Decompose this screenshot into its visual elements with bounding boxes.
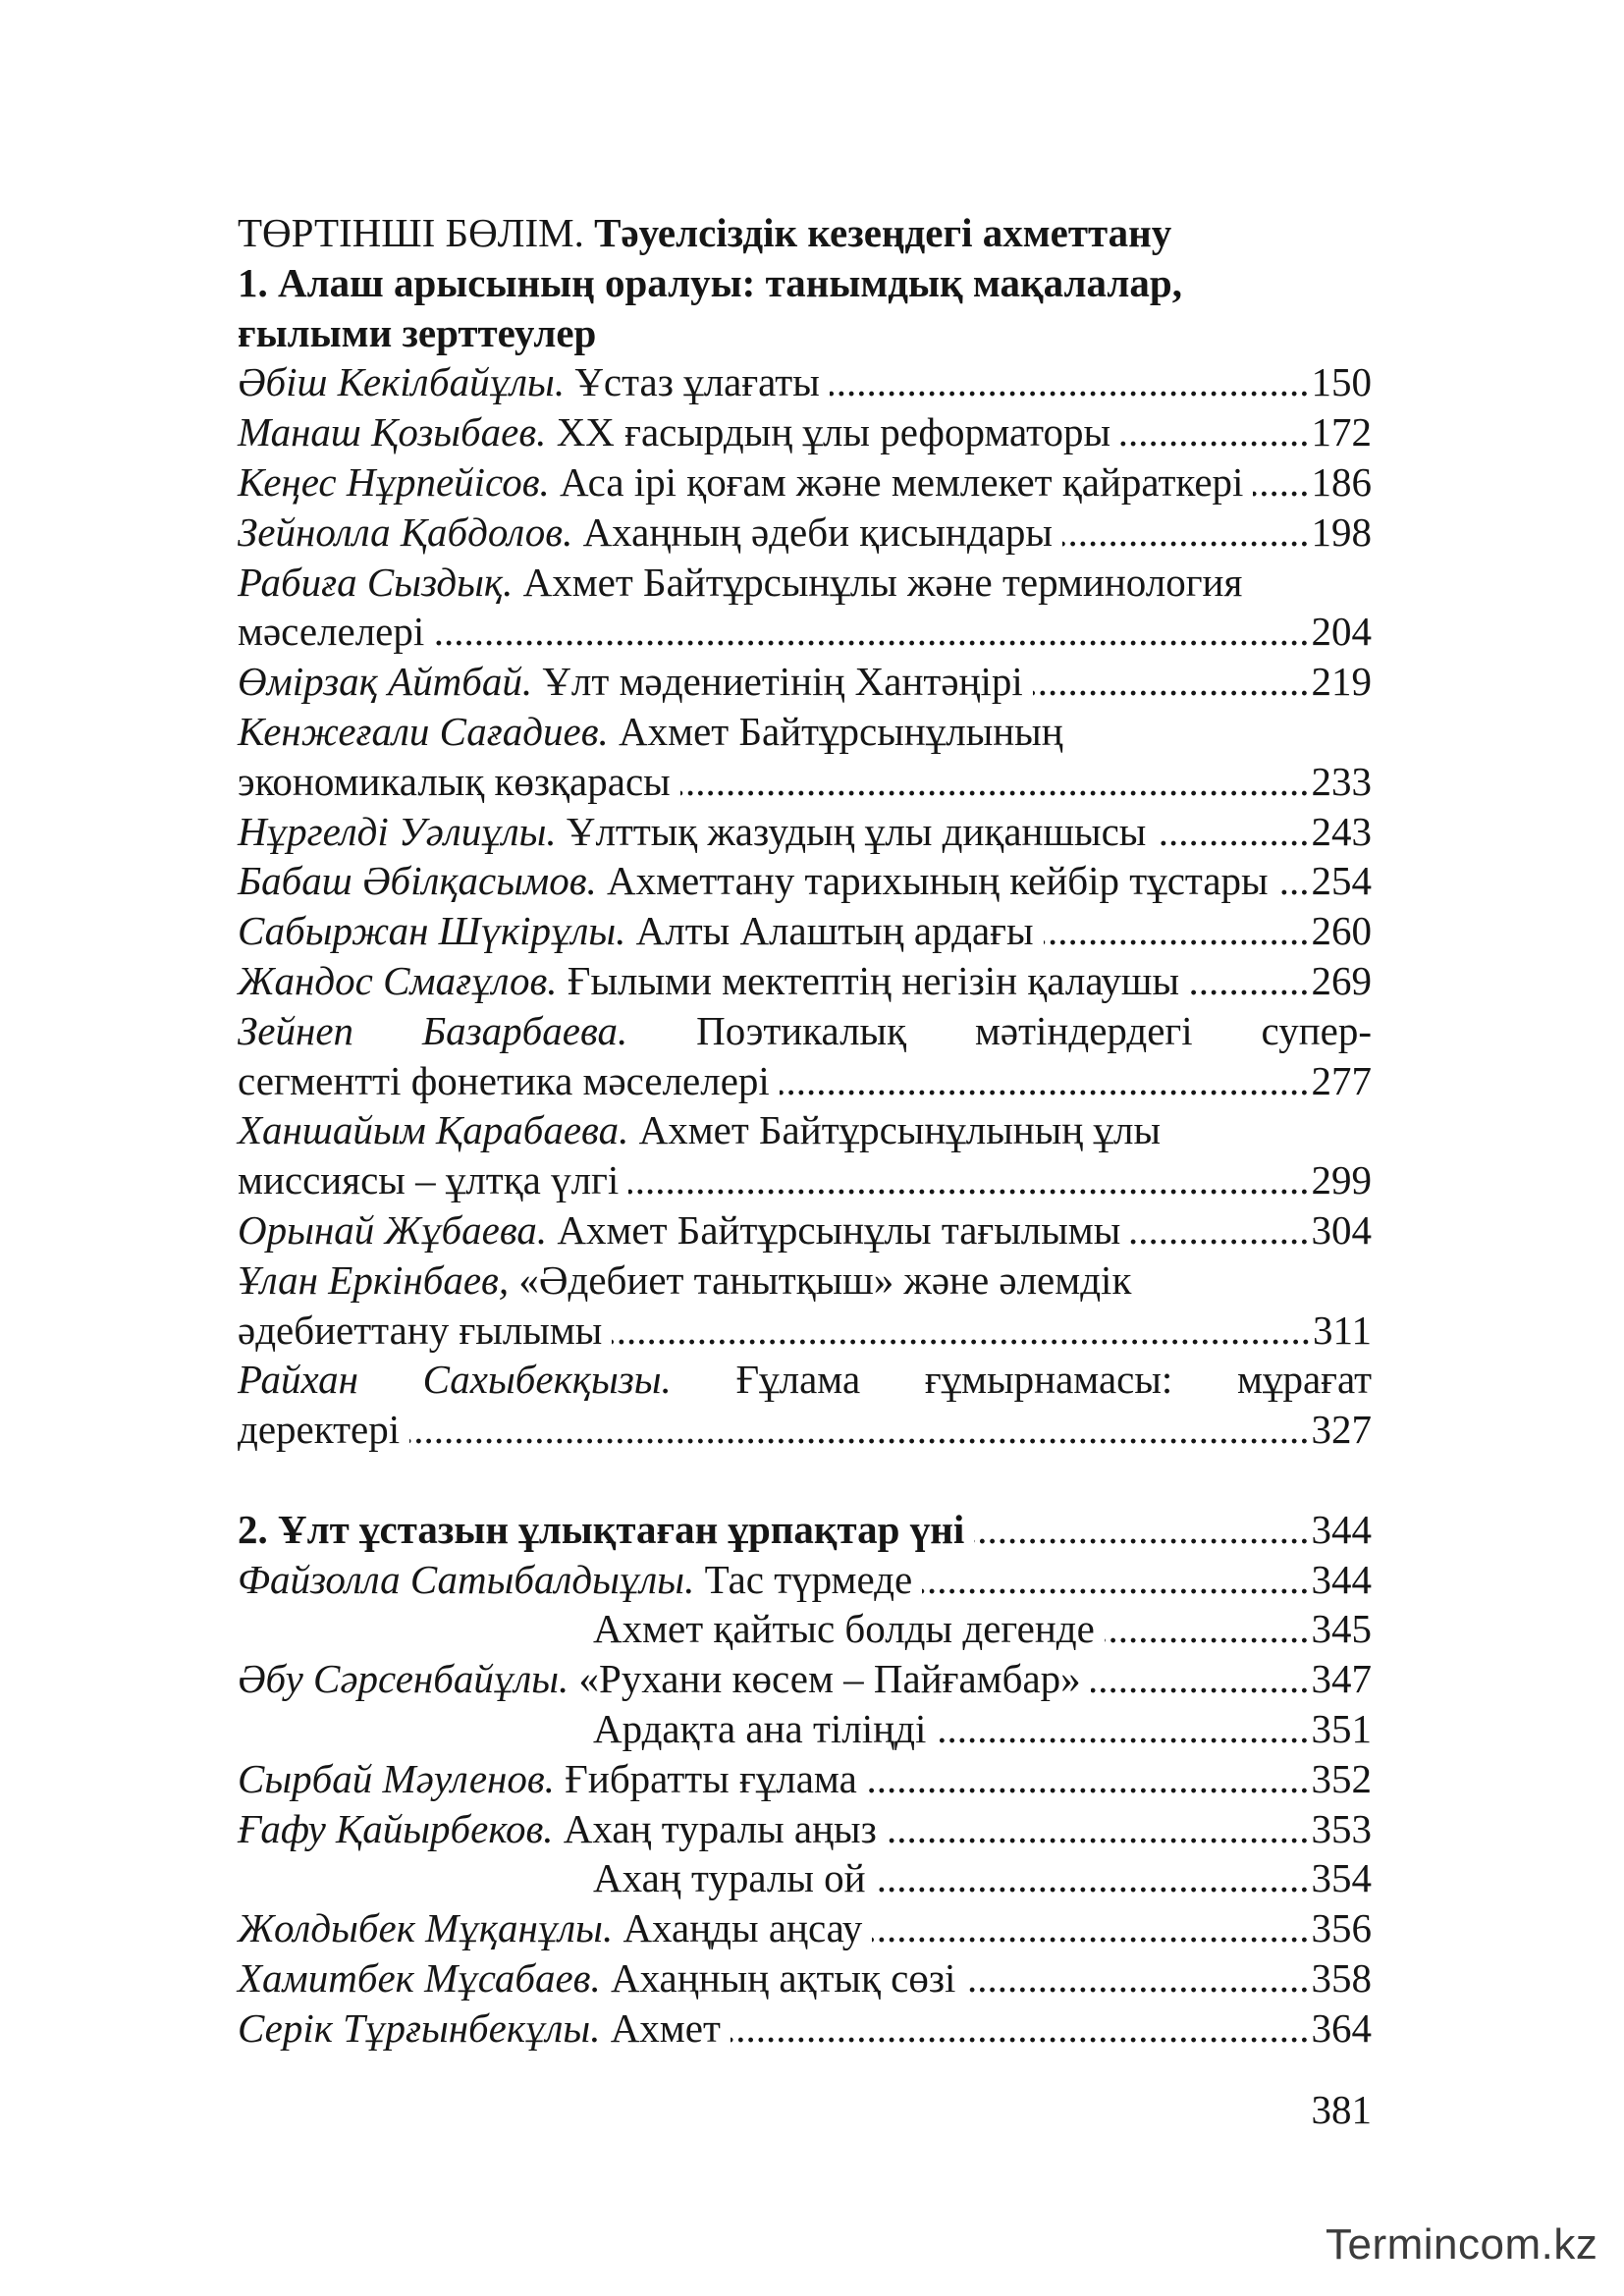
toc-entry: [238, 856, 1372, 906]
entry-title: «Әдебиет танытқыш» және әлемдік: [518, 1256, 1132, 1303]
entry-author: Әбу Сәрсенбайұлы.: [238, 1656, 569, 1702]
toc-entry: [238, 407, 1372, 457]
entry-author: Серік Тұрғынбекұлы.: [238, 2004, 601, 2051]
toc-entry: [238, 1804, 1372, 1854]
part-title: Тәуелсіздік кезеңдегі ахметтану: [594, 210, 1172, 255]
entry-page-number: 186: [1311, 458, 1372, 505]
entry-text: [238, 856, 1269, 906]
toc-entry: [238, 1754, 1372, 1804]
entry-title-continued: миссиясы – ұлтқа үлгі: [238, 1157, 620, 1203]
entry-page-number: 353: [1311, 1805, 1372, 1851]
entry-author: Ғафу Қайырбеков.: [238, 1805, 554, 1851]
entry-page-number: 233: [1311, 758, 1372, 804]
dot-leader: [628, 1155, 1309, 1205]
entry-title: Ұлт мәдениетінің Хантәңірі: [542, 659, 1023, 705]
entry-author: Сырбай Мәуленов.: [238, 1755, 555, 1801]
dot-leader: [1033, 657, 1310, 707]
entry-page-number: 277: [1311, 1057, 1372, 1103]
entry-text: [238, 657, 1023, 707]
entry-title: Ахмет Байтұрсынұлының: [619, 708, 1063, 754]
entry-text: [238, 357, 820, 407]
entry-title: Поэтикалық мәтіндердегі супер-: [696, 1007, 1372, 1053]
dot-leader: [1278, 856, 1310, 906]
entry-author: Кеңес Нұрпейісов.: [238, 458, 550, 505]
dot-leader: [936, 1704, 1309, 1754]
entry-text: [238, 1654, 1081, 1704]
dot-leader: [1044, 906, 1310, 956]
entry-author: Нұргелді Уәлиұлы.: [238, 808, 557, 854]
entry-title: Ахаңның әдеби қисындары: [582, 508, 1053, 555]
entry-title: «Рухани көсем – Пайғамбар»: [578, 1656, 1081, 1702]
table-of-contents: [238, 208, 1372, 2053]
toc-subentry: [238, 1604, 1372, 1654]
entry-second-line: [238, 607, 1372, 657]
entry-title-continued: экономикалық көзқарасы: [238, 758, 671, 804]
entry-page-number: 347: [1311, 1656, 1372, 1702]
entry-page-number: 260: [1311, 908, 1372, 954]
entry-author: Хамитбек Мұсабаев.: [238, 1954, 601, 2001]
entry-title: Ғибратты ғұлама: [565, 1755, 857, 1801]
part-heading: [238, 208, 1372, 258]
entry-title: Ұстаз ұлағаты: [574, 359, 820, 405]
entry-author: Кенжеғали Сағадиев.: [238, 708, 609, 754]
entry-author: Манаш Қозыбаев.: [238, 409, 547, 455]
toc-entry: [238, 707, 1372, 807]
entry-page-number: 269: [1311, 957, 1372, 1003]
watermark-logo: Termincom.kz: [1326, 2220, 1598, 2269]
entry-text: [238, 906, 1034, 956]
entry-text: [238, 956, 1179, 1006]
dot-leader: [887, 1804, 1310, 1854]
entry-page-number: 354: [1311, 1855, 1372, 1901]
entry-first-line: [238, 1105, 1372, 1155]
entry-page-number: 150: [1311, 359, 1372, 405]
entry-title: Ахаң туралы ой: [593, 1855, 866, 1901]
toc-entry: [238, 558, 1372, 658]
entry-title: Ахмет Байтұрсынұлы және терминология: [522, 559, 1243, 605]
entry-title: Алты Алаштың ардағы: [635, 908, 1034, 954]
dot-leader: [1189, 956, 1309, 1006]
entry-title: Ахметтану тарихының кейбір тұстары: [607, 858, 1269, 904]
entry-title: Ғұлама ғұмырнамасы: мұрағат: [735, 1357, 1373, 1403]
entry-text: [238, 1754, 857, 1804]
entry-text: [238, 1205, 1120, 1255]
dot-leader: [780, 1056, 1310, 1106]
entry-second-line: [238, 1155, 1372, 1205]
toc-entry: [238, 357, 1372, 407]
toc-entry: [238, 457, 1372, 507]
page-number: 381: [1311, 2087, 1372, 2132]
dot-leader: [612, 1306, 1311, 1356]
dot-leader: [1120, 407, 1309, 457]
entry-page-number: 254: [1311, 858, 1372, 904]
dot-leader: [1105, 1604, 1310, 1654]
toc-entry: [238, 1105, 1372, 1205]
part-label: ТӨРТІНШІ БӨЛІМ.: [238, 210, 584, 255]
entry-page-number: 327: [1311, 1407, 1372, 1453]
dot-leader: [1253, 457, 1309, 507]
toc-entry: [238, 1953, 1372, 2003]
toc-entry: [238, 657, 1372, 707]
entry-author: Файзолла Сатыбалдыұлы.: [238, 1556, 695, 1602]
section-gap: [238, 1455, 1372, 1505]
entry-text: [238, 1804, 877, 1854]
entry-page-number: 344: [1311, 1556, 1372, 1602]
entry-text: [238, 1953, 955, 2003]
section-heading: 1. Алаш арысының оралуы: танымдық мақалалар,: [238, 259, 1182, 305]
toc-entry: [238, 507, 1372, 558]
toc-subentry: [238, 1853, 1372, 1903]
dot-leader: [731, 2003, 1310, 2054]
entry-first-line: [238, 1255, 1372, 1306]
entry-page-number: 345: [1311, 1606, 1372, 1652]
toc-entry: [238, 2003, 1372, 2054]
dot-leader: [1156, 807, 1309, 857]
entry-title: Аса ірі қоғам және мемлекет қайраткері: [560, 458, 1244, 505]
entry-title: Ұлттық жазудың ұлы диқаншысы: [566, 808, 1147, 854]
entry-second-line: [238, 1405, 1372, 1455]
entry-title: Ахмет Байтұрсынұлы тағылымы: [557, 1206, 1121, 1253]
entry-title-continued: мәселелері: [238, 609, 425, 655]
entry-title: XX ғасырдың ұлы реформаторы: [556, 409, 1111, 455]
entry-page-number: 352: [1311, 1755, 1372, 1801]
entry-title: Ардақта ана тіліңді: [593, 1705, 927, 1751]
entry-author: Ханшайым Қарабаева.: [238, 1107, 629, 1153]
entry-author: Әбіш Кекілбайұлы.: [238, 359, 566, 405]
entry-page-number: 172: [1311, 409, 1372, 455]
toc-entry: [238, 807, 1372, 857]
entry-text: [238, 1903, 862, 1953]
entry-author: Жандос Смағұлов.: [238, 957, 558, 1003]
entry-text: [238, 407, 1110, 457]
entry-page-number: 356: [1311, 1905, 1372, 1951]
entry-page-number: 243: [1311, 808, 1372, 854]
dot-leader: [974, 1505, 1309, 1555]
dot-leader: [434, 607, 1309, 657]
dot-leader: [876, 1853, 1310, 1903]
toc-entry: [238, 1205, 1372, 1255]
entry-page-number: 358: [1311, 1954, 1372, 2001]
dot-leader: [965, 1953, 1309, 2003]
toc-entry: [238, 1654, 1372, 1704]
toc-entry: [238, 1006, 1372, 1106]
entry-page-number: 219: [1311, 659, 1372, 705]
toc-entry: [238, 1555, 1372, 1605]
entry-title: Ахмет қайтыс болды дегенде: [593, 1606, 1095, 1652]
entry-page-number: 311: [1313, 1307, 1372, 1353]
entry-author: Зейнеп Базарбаева.: [238, 1007, 628, 1053]
entry-author: Өмірзақ Айтбай.: [238, 659, 533, 705]
entry-title: Ахаңды аңсау: [623, 1905, 863, 1951]
entry-page-number: 198: [1311, 508, 1372, 555]
entry-text: [238, 507, 1053, 558]
entry-title: Ғылыми мектептің негізін қалаушы: [567, 957, 1180, 1003]
section-heading: [238, 1505, 1372, 1555]
entry-first-line: [238, 1006, 1372, 1056]
section-title: 2. Ұлт ұстазын ұлықтаған ұрпақтар үні: [238, 1506, 965, 1552]
entry-page-number: 304: [1311, 1206, 1372, 1253]
toc-entry: [238, 906, 1372, 956]
entry-second-line: [238, 1306, 1372, 1356]
entry-title: Ахаң туралы аңыз: [563, 1805, 877, 1851]
dot-leader: [872, 1903, 1309, 1953]
entry-author: Зейнолла Қабдолов.: [238, 508, 573, 555]
entry-first-line: [238, 1355, 1372, 1405]
toc-subentry: [238, 1704, 1372, 1754]
dot-leader: [1130, 1205, 1309, 1255]
dot-leader: [409, 1405, 1309, 1455]
entry-author: Ұлан Еркінбаев,: [238, 1256, 510, 1303]
toc-entry: [238, 1903, 1372, 1953]
entry-text: [238, 807, 1146, 857]
entry-page-number: 299: [1311, 1157, 1372, 1203]
dot-leader: [867, 1754, 1310, 1804]
dot-leader: [680, 757, 1310, 807]
entry-author: Райхан Сахыбекқызы.: [238, 1357, 672, 1403]
section-heading-continued: ғылыми зерттеулер: [238, 309, 597, 355]
entry-author: Орынай Жұбаева.: [238, 1206, 548, 1253]
entry-title-continued: сегментті фонетика мәселелері: [238, 1057, 770, 1103]
entry-page-number: 351: [1311, 1705, 1372, 1751]
entry-title-continued: деректері: [238, 1407, 401, 1453]
entry-title: Ахмет: [610, 2004, 721, 2051]
dot-leader: [922, 1555, 1309, 1605]
entry-author: Сабыржан Шүкірұлы.: [238, 908, 626, 954]
section-page-number: 344: [1311, 1506, 1372, 1552]
entry-author: Рабиға Сыздық.: [238, 559, 514, 605]
dot-leader: [1062, 507, 1310, 558]
dot-leader: [1091, 1654, 1310, 1704]
entry-text: [238, 2003, 721, 2054]
dot-leader: [830, 357, 1310, 407]
entry-title: Тас түрмеде: [704, 1556, 913, 1602]
entry-title-continued: әдебиеттану ғылымы: [238, 1307, 603, 1353]
entry-title: Ахмет Байтұрсынұлының ұлы: [638, 1107, 1161, 1153]
entry-author: Жолдыбек Мұқанұлы.: [238, 1905, 614, 1951]
entry-second-line: [238, 757, 1372, 807]
entry-author: Бабаш Әбілқасымов.: [238, 858, 597, 904]
entry-title: Ахаңның ақтық сөзі: [610, 1954, 956, 2001]
entry-first-line: [238, 558, 1372, 608]
entry-page-number: 364: [1311, 2004, 1372, 2051]
toc-entry: [238, 1255, 1372, 1356]
entry-first-line: [238, 707, 1372, 757]
toc-entry: [238, 956, 1372, 1006]
toc-entry: [238, 1355, 1372, 1455]
entry-text: [238, 457, 1243, 507]
entry-text: [238, 1555, 912, 1605]
entry-second-line: [238, 1056, 1372, 1106]
entry-page-number: 204: [1311, 609, 1372, 655]
